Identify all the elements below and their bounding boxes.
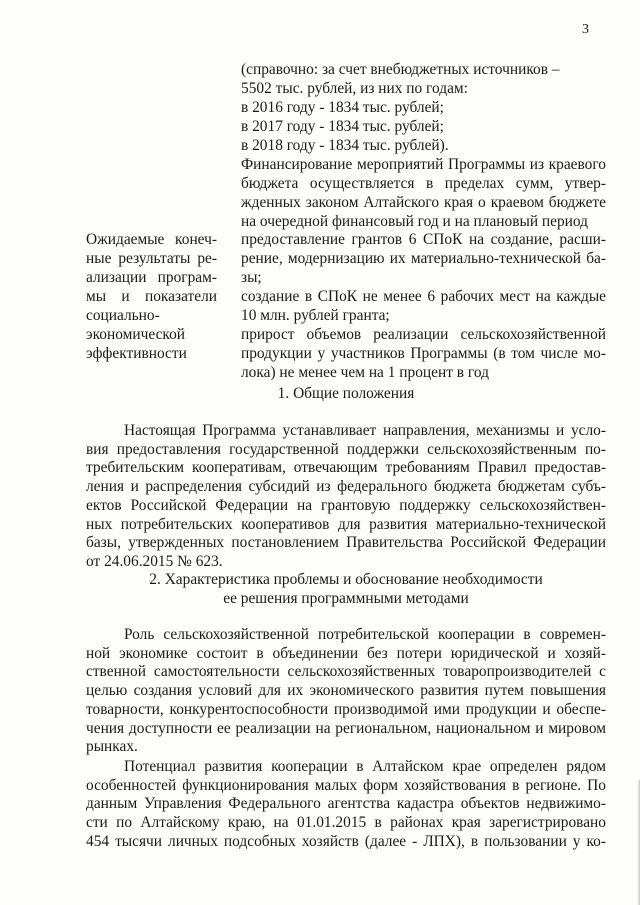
label-line: ализации програм- [86,269,217,286]
section-2-title-line: 2. Характеристика проблемы и обоснование необходимости [149,571,543,588]
paragraph-line: ной экономике состоит в объединении без потери юридической и хозяй- [86,644,606,662]
paragraph-line: рынках. [86,738,138,756]
paragraph-line: ных потребительских кооперативов для развития материально-технической [86,515,606,533]
paragraph-line: базы, утвержденных постановлением Правительства Российской Федерации [86,534,606,552]
paragraph-line: ектов Российской Федерации на грантовую поддержку сельскохозяйствен- [86,496,606,514]
paragraph-line: Настоящая Программа устанавливает направления, механизмы и усло- [124,422,606,439]
paragraph-line: Потенциал развития кооперации в Алтайском крае определен рядом [124,758,606,775]
paragraph-line: Роль сельскохозяйственной потребительской кооперации в современ- [124,626,606,643]
paragraph-line: товарности, конкурентоспособности производимой ими продукции и обеспе- [86,700,606,718]
funding-line: в 2016 году - 1834 тыс. рублей; [241,99,444,116]
result-line: 10 млн. рублей гранта; [241,307,390,324]
result-line: лока) не менее чем на 1 процент в год [241,364,489,381]
paragraph-line: чения доступности ее реализации на региональном, национальном и мировом [86,719,606,737]
result-line: прирост объемов реализации сельскохозяйственной [241,326,606,343]
label-line: экономической [86,326,186,343]
paragraph-line: ления и распределения субсидий из федерального бюджета бюджетам субъ- [86,478,606,496]
funding-line: в 2017 году - 1834 тыс. рублей; [241,118,444,135]
label-line: социально- [86,307,160,324]
result-line: продукции у участников Программы (в том числе мо- [241,345,606,362]
funding-line: жденных законом Алтайского края о краевом бюджете [241,194,606,211]
paragraph-line: целью создания условий для их экономического развития путем повышения [86,682,606,700]
paragraph-line: от 24.06.2015 № 623. [86,552,223,570]
expected-results-label [86,230,217,363]
funding-line: бюджета осуществляется в пределах сумм, утвер- [241,175,606,192]
result-line: предоставление грантов 6 СПоК на создание, расши- [241,231,606,248]
page-number: 3 [582,22,589,37]
paragraph-line: 454 тысячи личных подсобных хозяйств (далее - ЛПХ), в пользовании у ко- [86,832,606,850]
section-1-title: 1. Общие положения [277,385,415,402]
expected-results-values [241,230,606,382]
section-2-title [86,570,606,608]
paragraph-line: ственной самостоятельности сельскохозяйственных товаропроизводителей с [86,663,606,681]
section-2-title-line: ее решения программными методами [223,590,469,607]
paragraph-line: особенностей функционирования малых форм хозяйствования в регионе. По [86,776,606,794]
result-line: рение, модернизацию их материально-технической ба- [241,250,606,267]
funding-line: в 2018 году - 1834 тыс. рублей). [241,137,449,154]
section-2-paragraph-1 [86,626,606,757]
paragraph-line: данным Управления Федерального агентства кадастра объектов недвижимо- [86,795,606,813]
paragraph-line: сти по Алтайскому краю, на 01.01.2015 в районах края зарегистрировано [86,814,606,832]
section-2-paragraph-2 [86,758,606,852]
result-line: создание в СПоК не менее 6 рабочих мест на каждые [241,288,606,305]
label-line: ные результаты ре- [86,250,217,267]
label-line: Ожидаемые конеч- [86,231,217,248]
funding-line: 5502 тыс. рублей, из них по годам: [241,80,468,97]
paragraph-line: требительским кооперативам, отвечающим требованиям Правил предостав- [86,459,606,477]
label-line: мы и показатели [86,288,217,305]
section-1-paragraph [86,422,606,572]
funding-line: Финансирование мероприятий Программы из краевого [241,156,606,173]
funding-details [241,60,606,231]
funding-line: (справочно: за счет внебюджетных источников – [241,61,560,78]
paragraph-line: вия предоставления государственной поддержки сельскохозяйственным по- [86,440,606,458]
result-line: зы; [241,269,262,286]
funding-line: на очередной финансовый год и на плановый период [241,213,588,230]
label-line: эффективности [86,345,187,362]
